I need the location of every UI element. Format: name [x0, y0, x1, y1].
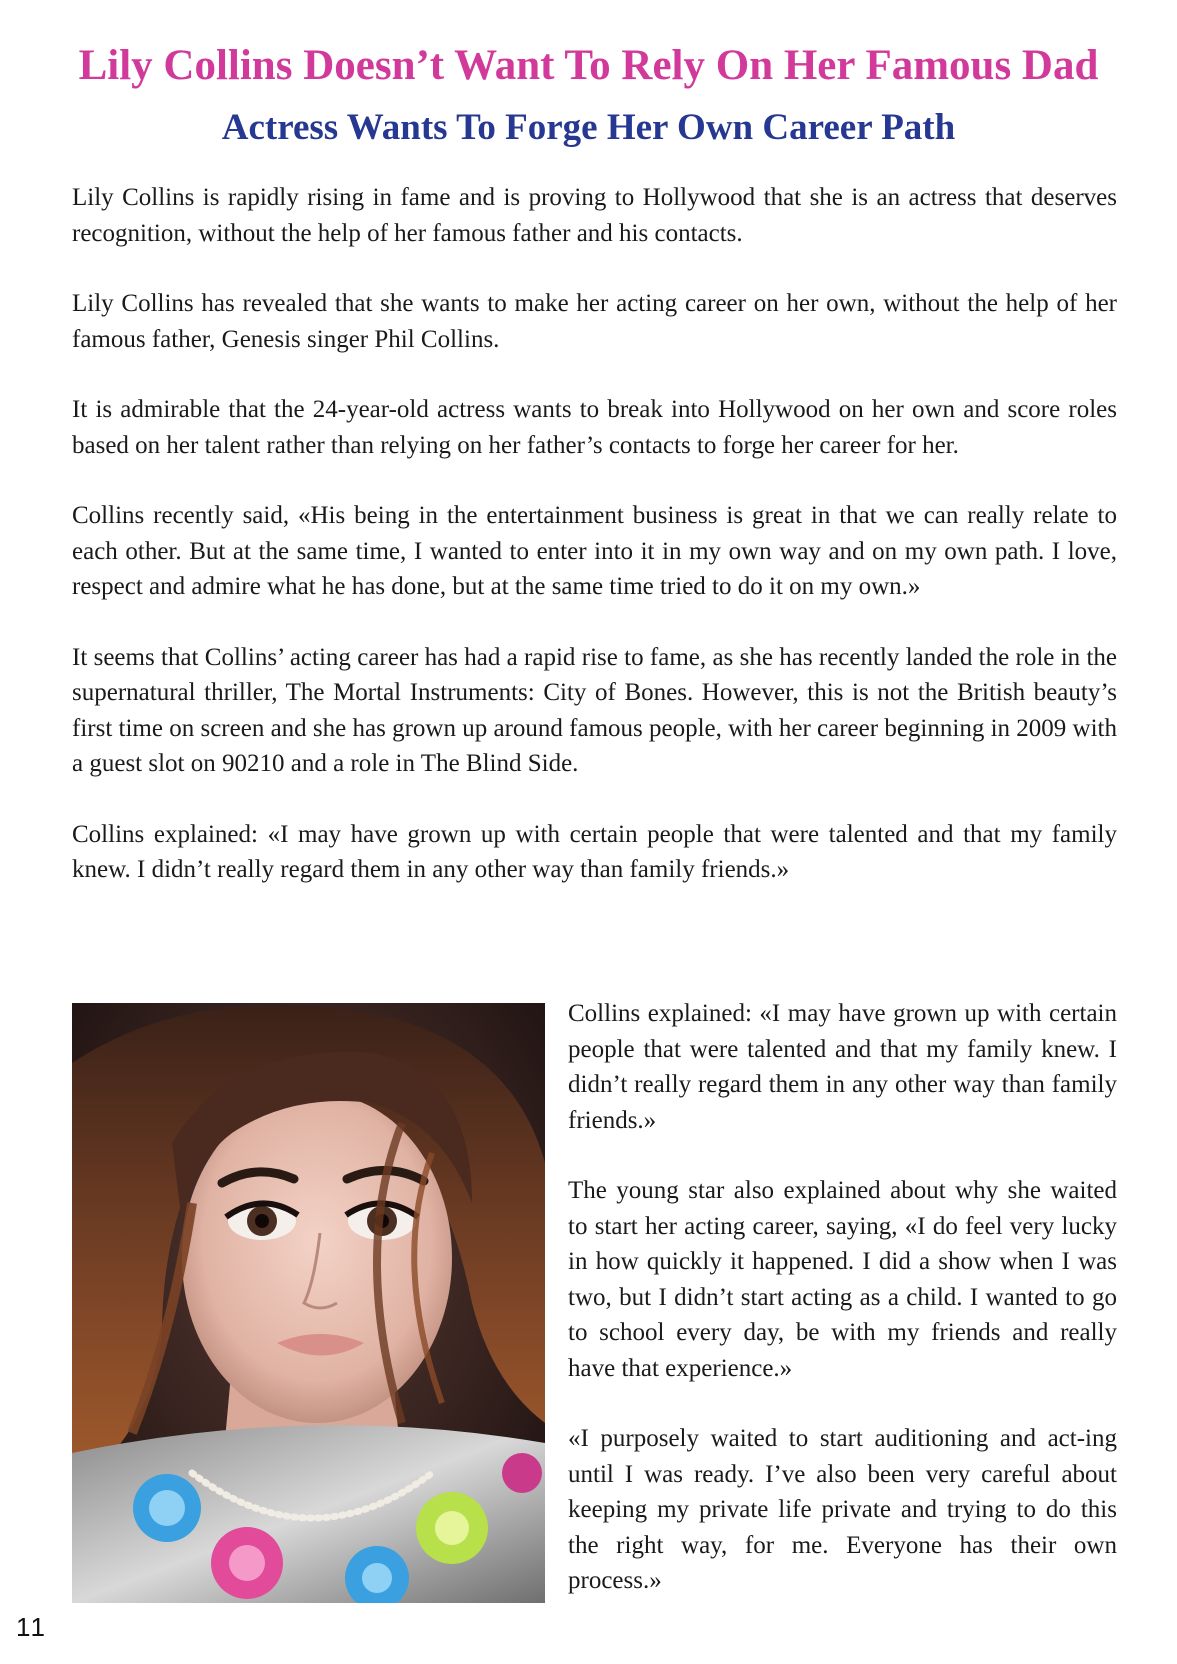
paragraph: Collins recently said, «His being in the entertainment business is great in that we can really relate to each other. But at the same time, I wanted to enter into it in my own way and on my own path. I love, respect and admire what he has done, but at the same time tried to do it on my own.»: [72, 502, 1117, 600]
paragraph: «I purposely waited to start auditioning and act-ing until I was ready. I’ve also been very careful about keeping my private life private and trying to do this the right way, for me. Everyone has their own process.»: [568, 1425, 1117, 1594]
article-side-column: [568, 996, 1117, 1634]
portrait-illustration: [72, 1003, 545, 1603]
article-title: Lily Collins Doesn’t Want To Rely On Her Famous Dad: [78, 42, 1099, 89]
paragraph: The young star also explained about why she waited to start her acting career, saying, «I do feel very lucky in how quickly it happened. I did a show when I was two, but I didn’t start acting as a child. I wanted to go to school every day, be with my friends and really have that experience.»: [568, 1177, 1117, 1382]
paragraph: Lily Collins is rapidly rising in fame and is proving to Hollywood that she is an actress that deserves recognition, without the help of her famous father and his contacts.: [72, 184, 1117, 247]
paragraph: Collins explained: «I may have grown up with certain people that were talented and that my family knew. I didn’t really regard them in any other way than family friends.»: [568, 1000, 1117, 1134]
portrait-photo: [72, 1003, 545, 1603]
article-body: [72, 180, 1117, 923]
page-number: 11: [16, 1612, 47, 1642]
paragraph: Lily Collins has revealed that she wants to make her acting career on her own, without the help of her famous father, Genesis singer Phil Collins.: [72, 290, 1117, 353]
paragraph: It seems that Collins’ acting career has had a rapid rise to fame, as she has recently landed the role in the supernatural thriller, The Mortal Instruments: City of Bones. However, this is not the British beauty’s first time on screen and she has grown up around famous people, with her career beginning in 2009 with a guest slot on 90210 and a role in The Blind Side.: [72, 643, 1117, 777]
paragraph: Collins explained: «I may have grown up with certain people that were talented and that my family knew. I didn’t really regard them in any other way than family friends.»: [72, 820, 1117, 883]
paragraph: It is admirable that the 24-year-old actress wants to break into Hollywood on her own and score roles based on her talent rather than relying on her father’s contacts to forge her career for her.: [72, 396, 1117, 459]
article-subtitle: Actress Wants To Forge Her Own Career Path: [221, 107, 956, 148]
